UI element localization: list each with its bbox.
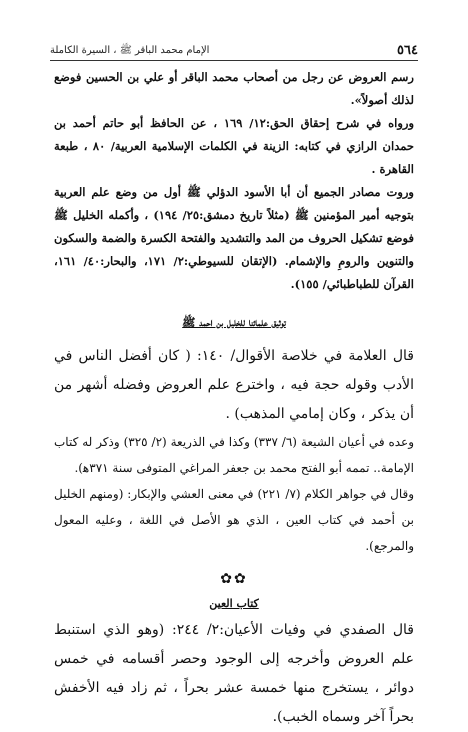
paragraph: وعده في أعيان الشيعة (٦/ ٣٣٧) وكذا في الذريعة (٢/ ٣٢٥) وذكر له كتاب الإمامة.. تممه أبو الفتح محمد بن جعفر المراغي المتوفى سنة ٣٧١ه‍). bbox=[54, 435, 415, 475]
paragraph: قال الصفدي في وفيات الأعيان:٢/ ٢٤٤: (وهو الذي استنبط علم العروض وأخرجه إلى الوجود وحصر أقسامه في خمس دوائر ، يستخرج منها خمسة عشر بحراً ، ثم زاد فيه الأخفش بحراً آخر وسماه الخبب). bbox=[54, 622, 414, 725]
separator-ornament: ✿✿ bbox=[220, 571, 248, 587]
page-number: ٥٦٤ bbox=[397, 43, 418, 58]
section-heading: توثيق علمائنا للخليل بن احمد ﷺ bbox=[182, 316, 286, 329]
paragraph: ورواه في شرح إحقاق الحق:١٢/ ١٦٩ ، عن الحافظ أبو حاتم أحمد بن حمدان الرازي في كتابه: الزينة في الكلمات الإسلامية العربية/ ٨٠ ، طبعة القاهرة . bbox=[54, 116, 415, 176]
paragraph: وقال في جواهر الكلام (٧/ ٢٢١) في معنى العشي والإبكار: (ومنهم الخليل بن أحمد في كتاب العين ، الذي هو الأصل في اللغة ، وعليه المعول والمرجع). bbox=[54, 487, 415, 553]
paragraph: وروت مصادر الجميع أن أبا الأسود الدؤلي ﷺ أول من وضع علم العربية بتوجيه أمير المؤمنين ﷺ (مثلاً تاريخ دمشق:٢٥/ ١٩٤) ، وأكمله الخليل ﷺ فوضع تشكيل الحروف من المد والتشديد والفتحة الكسرة والضمة والسكون والتنوين والرومِ والإشمام. (الإتقان للسيوطي:٢/ ١٧١، والبحار:٤٠/ ١٦١، القرآن للطباطبائي/ ١٥٥). bbox=[54, 185, 414, 291]
page-body bbox=[54, 66, 414, 732]
paragraph: قال العلامة في خلاصة الأقوال/ ١٤٠: ( كان أفضل الناس في الأدب وقوله حجة فيه ، واخترع علم العروض وفضله أشهر من أن يذكر ، وكان إمامي المذهب) . bbox=[54, 348, 414, 422]
running-title: الإمام محمد الباقر ﷺ ، السيرة الكاملة bbox=[50, 45, 210, 56]
page-header bbox=[50, 40, 418, 61]
paragraph: رسم العروض عن رجل من أصحاب محمد الباقر أو علي بن الحسين فوضع لذلك أصولاً». bbox=[54, 70, 414, 107]
section-heading: كتاب العين bbox=[209, 597, 259, 610]
